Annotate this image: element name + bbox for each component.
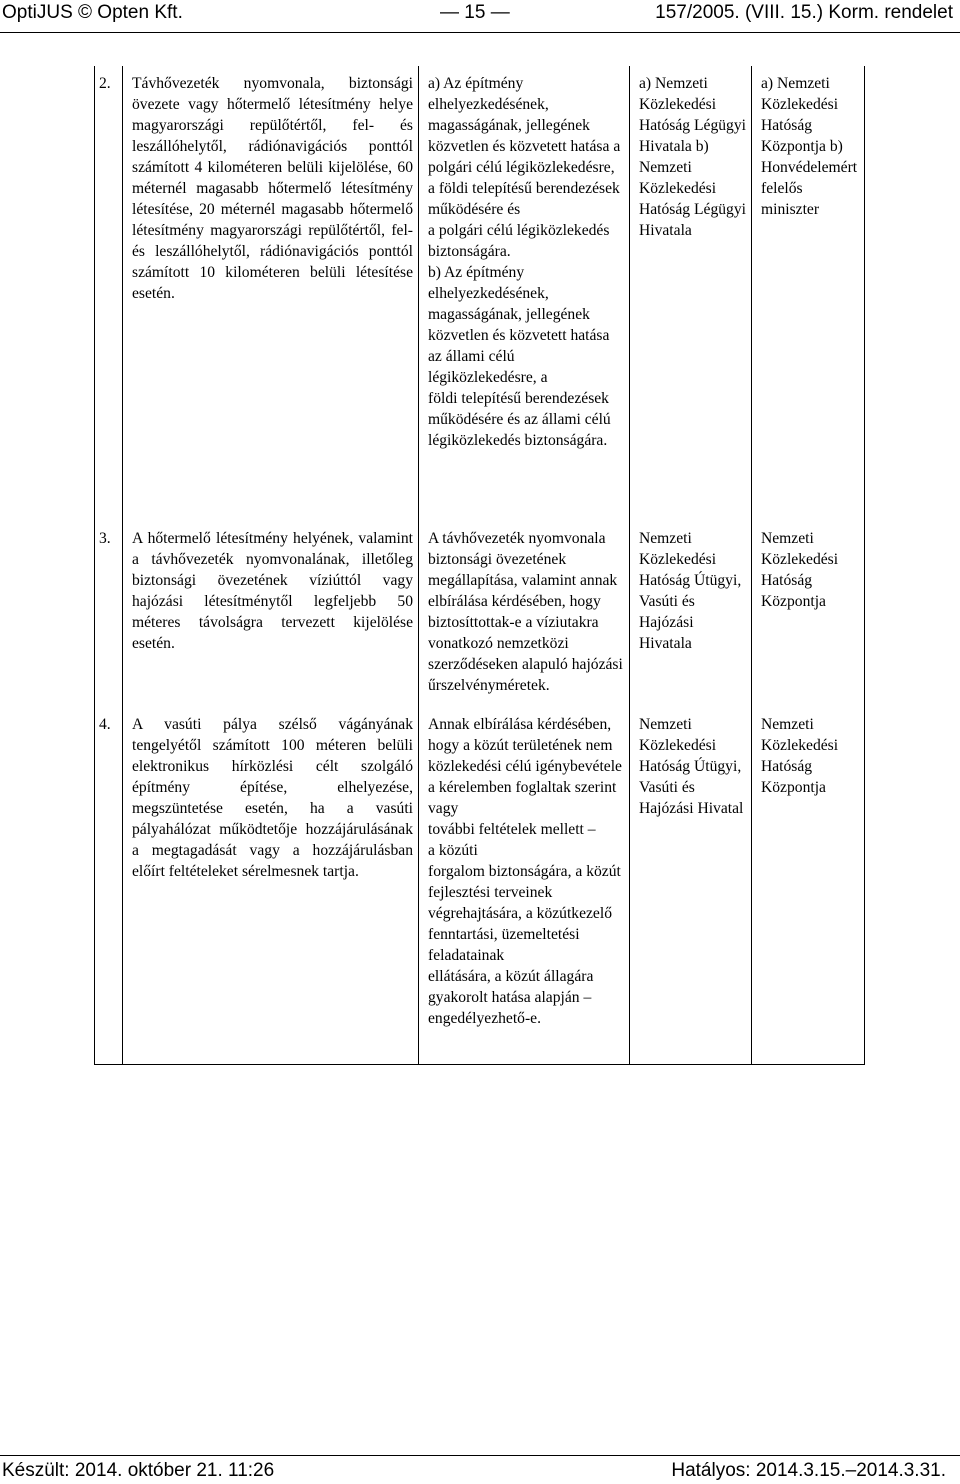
row-description: A hőtermelő létesítmény helyének, valamint a távhővezeték nyomvonalának, illetőleg biztonsági övezetének víziúttól vagy hajózási létesítménytől legfeljebb 50 méteres távolságra tervezett kijelölése esetén. xyxy=(123,521,419,707)
row-authority-second-instance: Nemzeti Közlekedési Hatóság Központja xyxy=(752,521,865,707)
condition-line: ellátására, a közút állagára gyakorolt hatása alapján – engedélyezhető-e. xyxy=(428,968,594,1027)
condition-line: a polgári célú légiközlekedés biztonságára. xyxy=(428,222,610,260)
row-authority-first-instance: a) Nemzeti Közlekedési Hatóság Légügyi Hivatala b) Nemzeti Közlekedési Hatóság Légügyi Hivatala xyxy=(630,66,752,521)
condition-line: a közúti xyxy=(428,842,478,859)
header-page-number: — 15 — xyxy=(440,2,510,23)
table-row xyxy=(95,521,865,707)
table-row xyxy=(95,66,865,521)
page-header xyxy=(0,0,960,30)
header-divider xyxy=(0,32,960,33)
row-number: 4. xyxy=(95,707,123,1065)
row-authority-second-instance: a) Nemzeti Közlekedési Hatóság Központja b) Honvédelemért felelős miniszter xyxy=(752,66,865,521)
row-authority-first-instance: Nemzeti Közlekedési Hatóság Útügyi, Vasúti és Hajózási Hivatal xyxy=(630,707,752,1065)
condition-line: b) Az építmény elhelyezkedésének, magasságának, jellegének xyxy=(428,264,590,323)
row-conditions xyxy=(419,521,630,707)
condition-line: közlekedési célú igénybevétele a kérelemben foglaltak szerint vagy xyxy=(428,758,622,817)
condition-line: polgári célú légiközlekedésre, a földi telepítésű berendezések működésére és xyxy=(428,159,620,218)
row-conditions xyxy=(419,66,630,521)
footer-created-timestamp: Készült: 2014. október 21. 11:26 xyxy=(2,1460,275,1481)
row-number: 3. xyxy=(95,521,123,707)
header-publisher: OptiJUS © Opten Kft. xyxy=(2,2,183,23)
row-description: A vasúti pálya szélső vágányának tengelyétől számított 100 méteren belüli elektronikus hírközlési célt szolgáló építmény építése, elhelyezése, megszüntetése esetén, ha a vasúti pályahálózat működtetője hozzájárulásának a megtagadását vagy a hozzájárulásban előírt feltételeket sérelmesnek tartja. xyxy=(123,707,419,1065)
footer-effective-dates: Hatályos: 2014.3.15.–2014.3.31. xyxy=(671,1460,946,1481)
row-conditions xyxy=(419,707,630,1065)
condition-line: közvetlen és közvetett hatása az állami célú légiközlekedésre, a xyxy=(428,327,610,386)
condition-line: A távhővezeték nyomvonala biztonsági övezetének megállapítása, valamint annak elbírálása kérdésében, hogy biztosíttottak-e a víziutakra vonatkozó nemzetközi szerződéseken alapuló hajózási űrszelvényméretek. xyxy=(428,530,623,694)
condition-line: földi telepítésű berendezések xyxy=(428,390,609,407)
condition-line: további feltételek mellett – xyxy=(428,821,596,838)
condition-line: forgalom biztonságára, a közút fejlesztési terveinek végrehajtására, a közútkezelő fenntartási, üzemeltetési feladatainak xyxy=(428,863,621,964)
footer-divider xyxy=(0,1455,960,1456)
regulation-table xyxy=(94,66,865,1065)
condition-line: működésére és az állami célú légiközlekedés biztonságára. xyxy=(428,411,611,449)
condition-line: a) Az építmény elhelyezkedésének, magasságának, jellegének xyxy=(428,75,590,134)
condition-line: Annak elbírálása kérdésében, hogy a közút területének nem xyxy=(428,716,613,754)
condition-line: közvetlen és közvetett hatása a xyxy=(428,138,621,155)
row-authority-first-instance: Nemzeti Közlekedési Hatóság Útügyi, Vasúti és Hajózási Hivatala xyxy=(630,521,752,707)
header-regulation-title: 157/2005. (VIII. 15.) Korm. rendelet xyxy=(655,2,953,23)
row-description: Távhővezeték nyomvonala, biztonsági övezete vagy hőtermelő létesítmény helye magyarországi repülőtértől, fel- és leszállóhelytől, rádiónavigációs ponttól számított 4 kilométeren belüli kijelölése, 60 méternél magasabb hőtermelő létesítmény létesítése, 20 méternél magasabb hőtermelő létesítmény magyarországi repülőtértől, fel- és leszállóhelytől, rádiónavigációs ponttól számított 10 kilométeren belüli létesítése esetén. xyxy=(123,66,419,521)
row-number: 2. xyxy=(95,66,123,521)
row-authority-second-instance: Nemzeti Közlekedési Hatóság Központja xyxy=(752,707,865,1065)
table-row xyxy=(95,707,865,1065)
